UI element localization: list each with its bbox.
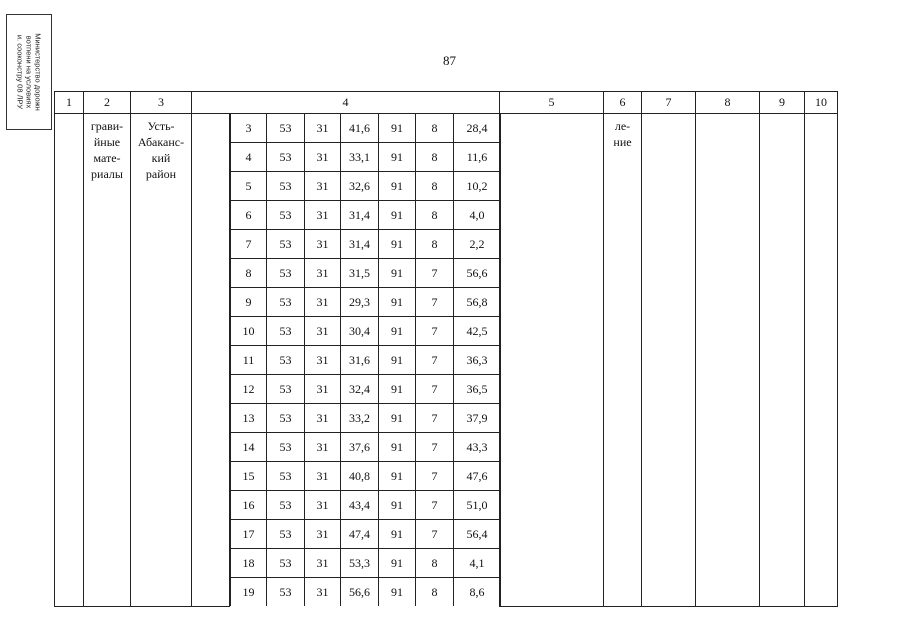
coordinate-cell: 91 xyxy=(379,172,416,201)
coordinate-cell: 31 xyxy=(305,375,341,404)
coordinate-cell: 53 xyxy=(267,259,305,288)
header-cell: 9 xyxy=(760,92,805,114)
coordinate-row xyxy=(231,491,501,520)
coordinate-cell: 56,6 xyxy=(341,578,379,607)
header-cell: 8 xyxy=(696,92,760,114)
header-cell: 10 xyxy=(805,92,838,114)
coordinate-cell: 56,4 xyxy=(454,520,501,549)
district-line: кий xyxy=(151,151,171,165)
coordinate-cell: 53 xyxy=(267,346,305,375)
coordinate-cell: 8 xyxy=(416,201,454,230)
coordinate-cell: 53 xyxy=(267,462,305,491)
coordinate-cell: 91 xyxy=(379,404,416,433)
coordinate-cell: 15 xyxy=(231,462,267,491)
coordinate-cell: 43,3 xyxy=(454,433,501,462)
coordinate-row xyxy=(231,259,501,288)
coordinate-cell: 31 xyxy=(305,114,341,143)
coordinate-cell: 8 xyxy=(416,114,454,143)
col1-cell xyxy=(55,114,84,607)
header-cell: 2 xyxy=(84,92,131,114)
coordinate-row xyxy=(231,549,501,578)
coordinate-row xyxy=(231,404,501,433)
coordinate-cell: 10 xyxy=(231,317,267,346)
coordinate-cell: 31 xyxy=(305,462,341,491)
district-line: район xyxy=(145,167,177,181)
coordinate-row xyxy=(231,346,501,375)
header-cell: 4 xyxy=(192,92,500,114)
col9-cell xyxy=(760,114,805,607)
coordinate-cell: 8 xyxy=(416,143,454,172)
coordinate-cell: 91 xyxy=(379,578,416,607)
coordinate-cell: 37,6 xyxy=(341,433,379,462)
coordinate-cell: 31 xyxy=(305,230,341,259)
coordinate-cell: 8 xyxy=(416,172,454,201)
coordinate-cell: 33,1 xyxy=(341,143,379,172)
coordinate-cell: 4,1 xyxy=(454,549,501,578)
coordinate-row xyxy=(231,578,501,607)
col6-line: ле- xyxy=(614,119,631,133)
coordinate-cell: 7 xyxy=(416,433,454,462)
coordinate-cell: 37,9 xyxy=(454,404,501,433)
coordinate-cell: 53 xyxy=(267,433,305,462)
coordinate-cell: 4 xyxy=(231,143,267,172)
coordinate-cell: 41,6 xyxy=(341,114,379,143)
coordinate-cell: 56,8 xyxy=(454,288,501,317)
coordinate-cell: 53 xyxy=(267,491,305,520)
material-line: йные xyxy=(93,135,121,149)
coordinate-cell: 8,6 xyxy=(454,578,501,607)
coordinate-cell: 47,4 xyxy=(341,520,379,549)
coordinate-cell: 17 xyxy=(231,520,267,549)
col8-cell xyxy=(696,114,760,607)
coordinate-cell: 7 xyxy=(416,491,454,520)
material-line: мате- xyxy=(93,151,121,165)
coordinate-row xyxy=(231,520,501,549)
coordinate-row xyxy=(231,317,501,346)
coordinate-cell: 91 xyxy=(379,462,416,491)
coordinate-row xyxy=(231,375,501,404)
coordinate-cell: 31 xyxy=(305,520,341,549)
coordinate-cell: 31 xyxy=(305,404,341,433)
coordinate-cell: 13 xyxy=(231,404,267,433)
material-cell xyxy=(84,114,131,607)
coordinate-cell: 53 xyxy=(267,201,305,230)
coordinate-cell: 53 xyxy=(267,230,305,259)
coordinate-row xyxy=(231,230,501,259)
col10-cell xyxy=(805,114,838,607)
coordinate-cell: 53 xyxy=(267,288,305,317)
coordinate-cell: 53 xyxy=(267,520,305,549)
page-number: 87 xyxy=(443,53,456,68)
stamp-line: вотпени на условиях xyxy=(24,35,34,109)
coordinate-cell: 7 xyxy=(416,520,454,549)
coordinate-cell: 7 xyxy=(416,346,454,375)
coordinate-cell: 28,4 xyxy=(454,114,501,143)
coordinate-row xyxy=(231,114,501,143)
coordinate-cell: 7 xyxy=(416,462,454,491)
coordinate-cell: 91 xyxy=(379,143,416,172)
coordinate-cell: 53 xyxy=(267,143,305,172)
material-line: риалы xyxy=(91,167,123,181)
coordinate-cell: 53 xyxy=(267,114,305,143)
district-line: Усть- xyxy=(147,119,175,133)
coordinate-cell: 31 xyxy=(305,433,341,462)
col5-cell xyxy=(500,114,604,607)
material-line: грави- xyxy=(90,119,124,133)
coordinate-cell: 47,6 xyxy=(454,462,501,491)
coordinate-cell: 7 xyxy=(416,317,454,346)
coordinate-cell: 31 xyxy=(305,549,341,578)
coordinate-cell: 53 xyxy=(267,172,305,201)
coordinate-cell: 8 xyxy=(231,259,267,288)
coordinate-cell: 91 xyxy=(379,288,416,317)
coordinate-row xyxy=(231,462,501,491)
coordinate-cell: 12 xyxy=(231,375,267,404)
body-row xyxy=(55,114,838,607)
coordinate-cell: 53,3 xyxy=(341,549,379,578)
coordinate-cell: 53 xyxy=(267,549,305,578)
coordinate-cell: 14 xyxy=(231,433,267,462)
coordinate-row xyxy=(231,201,501,230)
coordinate-cell: 53 xyxy=(267,578,305,607)
coordinate-cell: 2,2 xyxy=(454,230,501,259)
coordinate-cell: 91 xyxy=(379,201,416,230)
coordinate-cell: 31 xyxy=(305,578,341,607)
coordinate-cell: 31,6 xyxy=(341,346,379,375)
coordinate-cell: 5 xyxy=(231,172,267,201)
coordinate-cell: 53 xyxy=(267,317,305,346)
header-cell: 5 xyxy=(500,92,604,114)
coordinate-cell: 91 xyxy=(379,491,416,520)
district-line: Абаканс- xyxy=(137,135,185,149)
coordinate-cell: 10,2 xyxy=(454,172,501,201)
coordinate-cell: 53 xyxy=(267,404,305,433)
coordinate-row xyxy=(231,288,501,317)
coordinate-cell: 3 xyxy=(231,114,267,143)
stamp-text xyxy=(16,17,43,127)
col7-cell xyxy=(642,114,696,607)
header-cell: 7 xyxy=(642,92,696,114)
coordinate-cell: 31 xyxy=(305,201,341,230)
stamp-line: и. сооконстру 08 ЛРУ xyxy=(15,34,25,110)
register-table xyxy=(54,91,838,607)
coordinates-table xyxy=(230,114,501,606)
coordinate-cell: 4,0 xyxy=(454,201,501,230)
coordinate-cell: 56,6 xyxy=(454,259,501,288)
coordinate-cell: 91 xyxy=(379,114,416,143)
coordinate-cell: 7 xyxy=(231,230,267,259)
coordinates-cell xyxy=(230,114,500,607)
coordinate-cell: 31 xyxy=(305,346,341,375)
coordinate-cell: 31,4 xyxy=(341,201,379,230)
coordinate-cell: 31,4 xyxy=(341,230,379,259)
header-cell: 6 xyxy=(604,92,642,114)
coordinate-cell: 32,4 xyxy=(341,375,379,404)
coordinate-cell: 11 xyxy=(231,346,267,375)
coordinate-cell: 7 xyxy=(416,404,454,433)
coordinate-cell: 31 xyxy=(305,143,341,172)
coordinate-cell: 32,6 xyxy=(341,172,379,201)
coordinate-cell: 36,3 xyxy=(454,346,501,375)
coordinate-cell: 36,5 xyxy=(454,375,501,404)
coordinate-cell: 40,8 xyxy=(341,462,379,491)
coordinate-cell: 29,3 xyxy=(341,288,379,317)
coordinate-cell: 33,2 xyxy=(341,404,379,433)
stamp-line: Министерство дорожн xyxy=(33,33,43,111)
coordinate-cell: 91 xyxy=(379,375,416,404)
coordinate-cell: 43,4 xyxy=(341,491,379,520)
coordinate-row xyxy=(231,172,501,201)
coordinate-cell: 9 xyxy=(231,288,267,317)
coordinate-cell: 19 xyxy=(231,578,267,607)
header-row xyxy=(55,92,838,114)
col4-left-gap xyxy=(192,114,230,607)
col6-cell xyxy=(604,114,642,607)
coordinate-cell: 91 xyxy=(379,433,416,462)
col6-line: ние xyxy=(613,135,632,149)
coordinate-cell: 51,0 xyxy=(454,491,501,520)
coordinate-cell: 30,4 xyxy=(341,317,379,346)
header-cell: 3 xyxy=(131,92,192,114)
coordinate-cell: 31 xyxy=(305,288,341,317)
coordinate-row xyxy=(231,143,501,172)
coordinate-cell: 7 xyxy=(416,375,454,404)
archive-stamp xyxy=(6,14,52,130)
coordinate-cell: 7 xyxy=(416,259,454,288)
coordinate-cell: 6 xyxy=(231,201,267,230)
coordinate-cell: 91 xyxy=(379,230,416,259)
coordinate-cell: 31,5 xyxy=(341,259,379,288)
coordinate-cell: 91 xyxy=(379,317,416,346)
coordinate-cell: 7 xyxy=(416,288,454,317)
coordinate-cell: 31 xyxy=(305,172,341,201)
coordinate-cell: 8 xyxy=(416,549,454,578)
coordinate-cell: 18 xyxy=(231,549,267,578)
coordinate-cell: 42,5 xyxy=(454,317,501,346)
coordinate-row xyxy=(231,433,501,462)
coordinate-cell: 91 xyxy=(379,346,416,375)
coordinate-cell: 11,6 xyxy=(454,143,501,172)
coordinate-cell: 31 xyxy=(305,317,341,346)
coordinate-cell: 8 xyxy=(416,578,454,607)
coordinate-cell: 53 xyxy=(267,375,305,404)
coordinate-cell: 91 xyxy=(379,259,416,288)
header-cell: 1 xyxy=(55,92,84,114)
coordinate-cell: 16 xyxy=(231,491,267,520)
coordinate-cell: 8 xyxy=(416,230,454,259)
district-cell xyxy=(131,114,192,607)
coordinate-cell: 31 xyxy=(305,259,341,288)
coordinate-cell: 91 xyxy=(379,549,416,578)
coordinate-cell: 31 xyxy=(305,491,341,520)
coordinate-cell: 91 xyxy=(379,520,416,549)
